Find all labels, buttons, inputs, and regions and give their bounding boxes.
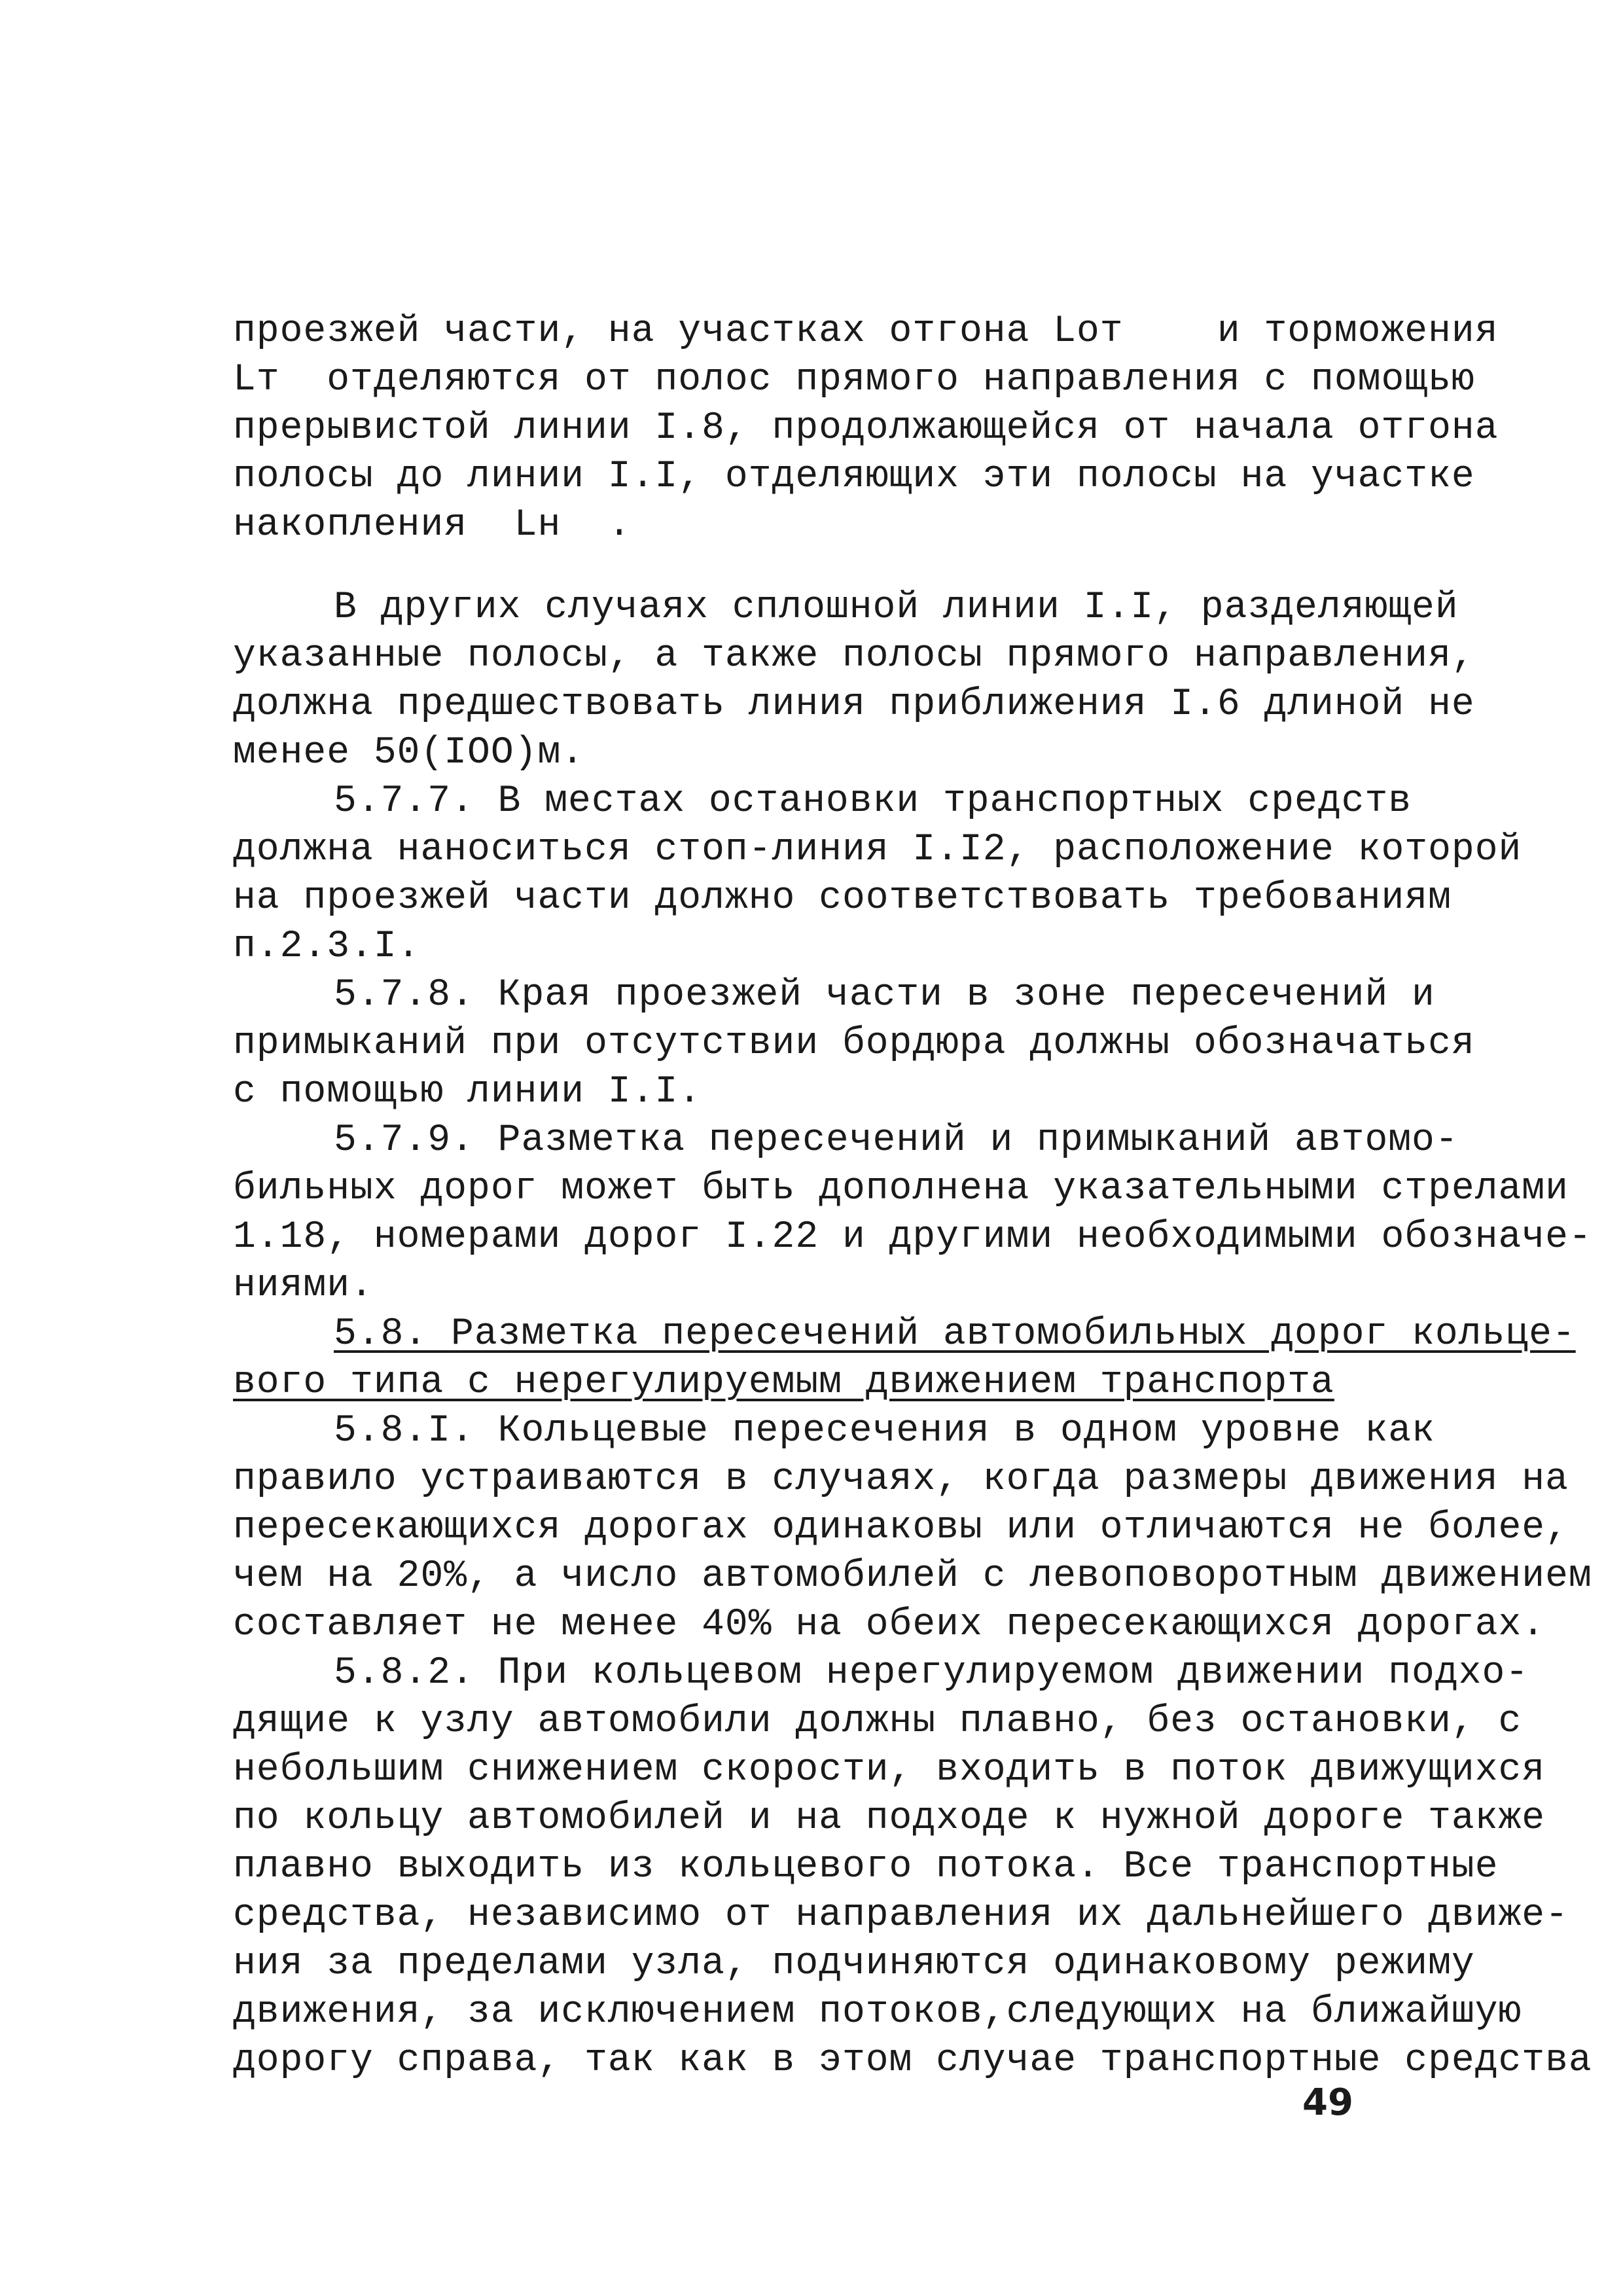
text-line: на проезжей части должно соответствовать требованиям xyxy=(233,877,1452,920)
text-line: дящие к узлу автомобили должны плавно, без остановки, с xyxy=(233,1700,1522,1743)
text-line: небольшим снижением скорости, входить в поток движущихся xyxy=(233,1749,1546,1791)
text-line: чем на 20%, а число автомобилей с левоповоротным движением xyxy=(233,1555,1592,1598)
text-line: бильных дорог может быть дополнена указательными стрелами xyxy=(233,1168,1569,1210)
text-line: менее 50(IOO)м. xyxy=(233,732,585,774)
text-line: средства, независимо от направления их дальнейшего движе- xyxy=(233,1894,1569,1937)
text-line: с помощью линии I.I. xyxy=(233,1071,702,1113)
text-line: движения, за исключением потоков,следующих на ближайшую xyxy=(233,1991,1522,2034)
text-line: накопления Lн . xyxy=(233,504,632,547)
text-line: должна предшествовать линия приближения I.6 длиной не xyxy=(233,683,1475,726)
section-heading: вого типа с нерегулируемым движением транспорта xyxy=(233,1361,1334,1404)
text-line: ния за пределами узла, подчиняются одинаковому режиму xyxy=(233,1943,1475,1985)
text-line: Lт отделяются от полос прямого направления с помощью xyxy=(233,359,1475,401)
text-line: В других случаях сплошной линии I.I, разделяющей xyxy=(334,586,1459,629)
text-line: должна наноситься стоп-линия I.I2, расположение которой xyxy=(233,829,1522,871)
text-line: проезжей части, на участках отгона Lот и торможения xyxy=(233,310,1499,353)
page-number: 49 xyxy=(1302,2081,1353,2124)
text-line: 5.7.8. Края проезжей части в зоне пересечений и xyxy=(334,974,1435,1016)
text-line: прерывистой линии I.8, продолжающейся от начала отгона xyxy=(233,407,1499,450)
text-line: 5.7.9. Разметка пересечений и примыканий автомо- xyxy=(334,1119,1459,1162)
text-line: пересекающихся дорогах одинаковы или отличаются не более, xyxy=(233,1507,1569,1549)
text-line: 5.7.7. В местах остановки транспортных средств xyxy=(334,780,1412,823)
text-line: полосы до линии I.I, отделяющих эти полосы на участке xyxy=(233,456,1475,498)
text-line: плавно выходить из кольцевого потока. Все транспортные xyxy=(233,1846,1499,1888)
text-line: по кольцу автомобилей и на подходе к нужной дороге также xyxy=(233,1797,1546,1840)
text-line: составляет не менее 40% на обеих пересекающихся дорогах. xyxy=(233,1604,1546,1646)
text-line: указанные полосы, а также полосы прямого направления, xyxy=(233,635,1475,677)
text-line: п.2.3.I. xyxy=(233,925,421,968)
text-line: 5.8.2. При кольцевом нерегулируемом движении подхо- xyxy=(334,1652,1529,1695)
text-line: ниями. xyxy=(233,1265,374,1307)
text-line: 1.18, номерами дорог I.22 и другими необходимыми обозначе- xyxy=(233,1216,1592,1259)
text-line: 5.8.I. Кольцевые пересечения в одном уровне как xyxy=(334,1410,1435,1452)
text-line: примыканий при отсутствии бордюра должны обозначаться xyxy=(233,1022,1475,1065)
section-heading: 5.8. Разметка пересечений автомобильных дорог кольце- xyxy=(334,1313,1576,1355)
text-line: правило устраиваются в случаях, когда размеры движения на xyxy=(233,1458,1569,1501)
text-line: дорогу справа, так как в этом случае транспортные средства xyxy=(233,2039,1592,2082)
